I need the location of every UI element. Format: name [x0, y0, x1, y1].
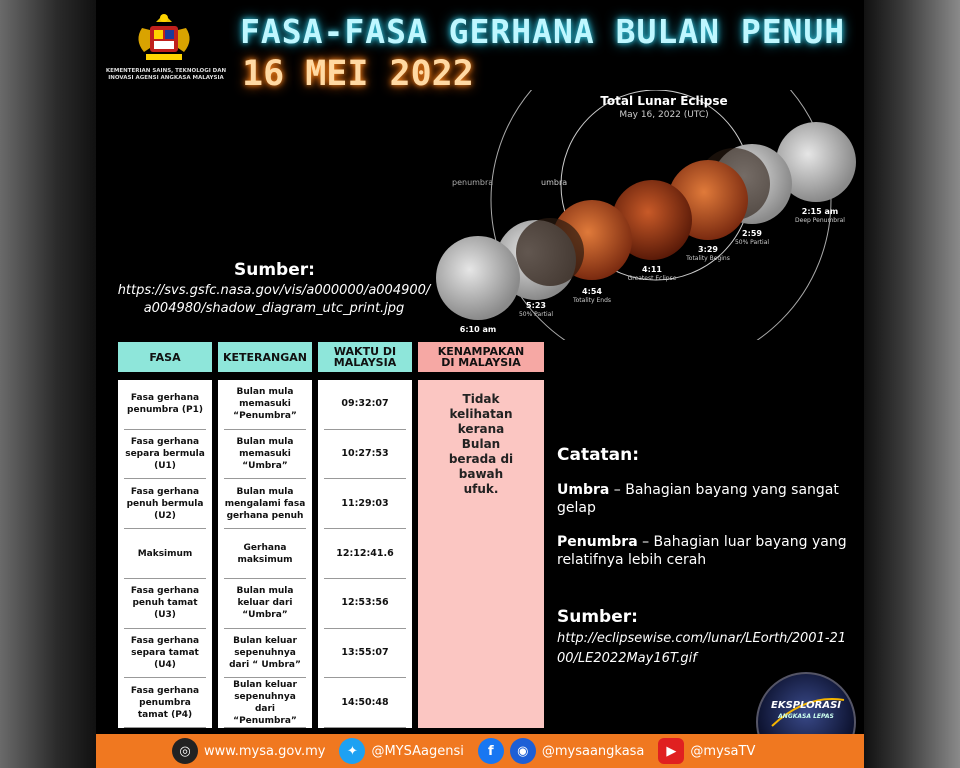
table-cell: 14:50:48	[324, 678, 406, 728]
visibility-note: Tidak kelihatan kerana Bulan berada di bawah ufuk.	[448, 392, 514, 496]
table-cell: Fasa gerhana penuh tamat (U3)	[124, 579, 206, 629]
twitter-handle[interactable]: @MYSAagensi	[371, 743, 464, 759]
column-fasa	[118, 380, 212, 728]
table-cell: Maksimum	[124, 529, 206, 579]
stage-desc: 50% Partial	[518, 311, 554, 318]
stage-time: 3:29	[698, 245, 718, 254]
page-title: FASA-FASA GERHANA BULAN PENUH	[240, 12, 846, 51]
instagram-icon[interactable]: ◉	[510, 738, 536, 764]
stage-time: 6:10 am	[459, 325, 497, 334]
source-heading: Sumber:	[234, 260, 315, 280]
diagram-title: Total Lunar Eclipse	[600, 94, 728, 108]
header-keterangan: KETERANGAN	[218, 342, 312, 372]
stage-time: 5:23	[526, 301, 546, 310]
table-cell: Bulan keluar sepenuhnya dari “Penumbra”	[224, 678, 306, 728]
note-desc: – Bahagian bayang yang sangat gelap	[557, 482, 839, 516]
note-desc: – Bahagian luar bayang yang relatifnya lebih cerah	[557, 534, 847, 568]
globe-icon: ◎	[172, 738, 198, 764]
table-cell: Fasa gerhana separa tamat (U4)	[124, 629, 206, 679]
background-blur-left	[0, 0, 96, 768]
logo-title: EKSPLORASI	[771, 700, 841, 711]
umbra-label: umbra	[541, 178, 568, 187]
table-cell: Fasa gerhana penumbra tamat (P4)	[124, 678, 206, 728]
moon-stage-7	[436, 236, 520, 320]
column-keterangan	[218, 380, 312, 728]
eclipse-date: 16 MEI 2022	[242, 54, 474, 94]
table-cell: Gerhana maksimum	[224, 529, 306, 579]
table-cell: 12:12:41.6	[324, 529, 406, 579]
website-link[interactable]: www.mysa.gov.my	[204, 743, 326, 759]
table-cell: 12:53:56	[324, 579, 406, 629]
notes-heading: Catatan:	[557, 445, 640, 465]
coat-of-arms-icon	[124, 8, 204, 68]
ministry-name: KEMENTERIAN SAINS, TEKNOLOGI DAN INOVASI AGENSI ANGKASA MALAYSIA	[105, 68, 227, 81]
table-cell: 13:55:07	[324, 629, 406, 679]
stage-time: 2:59	[742, 229, 762, 238]
header-fasa: FASA	[118, 342, 212, 372]
source-url-nasa[interactable]: https://svs.gsfc.nasa.gov/vis/a000000/a004900/a004980/shadow_diagram_utc_print.jpg	[117, 283, 431, 316]
stage-desc: 50% Partial	[734, 239, 770, 246]
header-waktu: WAKTU DI MALAYSIA	[318, 342, 412, 372]
eclipse-diagram	[426, 90, 864, 340]
facebook-icon[interactable]: f	[478, 738, 504, 764]
table-cell: Bulan mula memasuki “Penumbra”	[224, 380, 306, 430]
table-cell: Fasa gerhana penuh bermula (U2)	[124, 479, 206, 529]
facebook-instagram-handle[interactable]: @mysaangkasa	[541, 743, 645, 759]
stage-desc: Totality Begins	[686, 255, 730, 262]
eclipse-phases-table	[112, 342, 550, 728]
poster	[96, 0, 864, 768]
twitter-icon[interactable]: ✦	[339, 738, 365, 764]
note-umbra	[557, 481, 847, 517]
footer-bar	[96, 734, 864, 768]
table-cell: Bulan keluar sepenuhnya dari “ Umbra”	[224, 629, 306, 679]
diagram-subtitle: May 16, 2022 (UTC)	[619, 110, 709, 120]
stage-desc: Deep Penumbral	[795, 217, 845, 224]
table-cell: Bulan mula memasuki “Umbra”	[224, 430, 306, 480]
source-heading: Sumber:	[557, 607, 638, 627]
table-cell: 11:29:03	[324, 479, 406, 529]
column-waktu	[318, 380, 412, 728]
background-blur-right	[864, 0, 960, 768]
logo-subtitle: ANGKASA LEPAS	[778, 713, 834, 720]
source-url-eclipsewise[interactable]: http://eclipsewise.com/lunar/LEorth/2001-2100/LE2022May16T.gif	[557, 631, 847, 666]
column-kenampakan	[418, 380, 544, 728]
table-cell: Fasa gerhana separa bermula (U1)	[124, 430, 206, 480]
stage-desc: Totality Ends	[572, 297, 612, 304]
stage-time: 2:15 am	[801, 207, 839, 216]
table-cell: Fasa gerhana penumbra (P1)	[124, 380, 206, 430]
note-penumbra	[557, 533, 847, 569]
youtube-handle[interactable]: @mysaTV	[690, 743, 756, 759]
table-cell: 09:32:07	[324, 380, 406, 430]
table-cell: Bulan mula keluar dari “Umbra”	[224, 579, 306, 629]
stage-time: 4:54	[582, 287, 602, 296]
note-term: Umbra	[557, 482, 610, 498]
header-kenampakan: KENAMPAKAN DI MALAYSIA	[418, 342, 544, 372]
table-cell: Bulan mula mengalami fasa gerhana penuh	[224, 479, 306, 529]
stage-desc: Greatest Eclipse	[627, 275, 677, 282]
note-term: Penumbra	[557, 534, 638, 550]
penumbra-label: penumbra	[452, 178, 494, 187]
youtube-icon[interactable]: ▶	[658, 738, 684, 764]
table-cell: 10:27:53	[324, 430, 406, 480]
stage-time: 4:11	[642, 265, 662, 274]
